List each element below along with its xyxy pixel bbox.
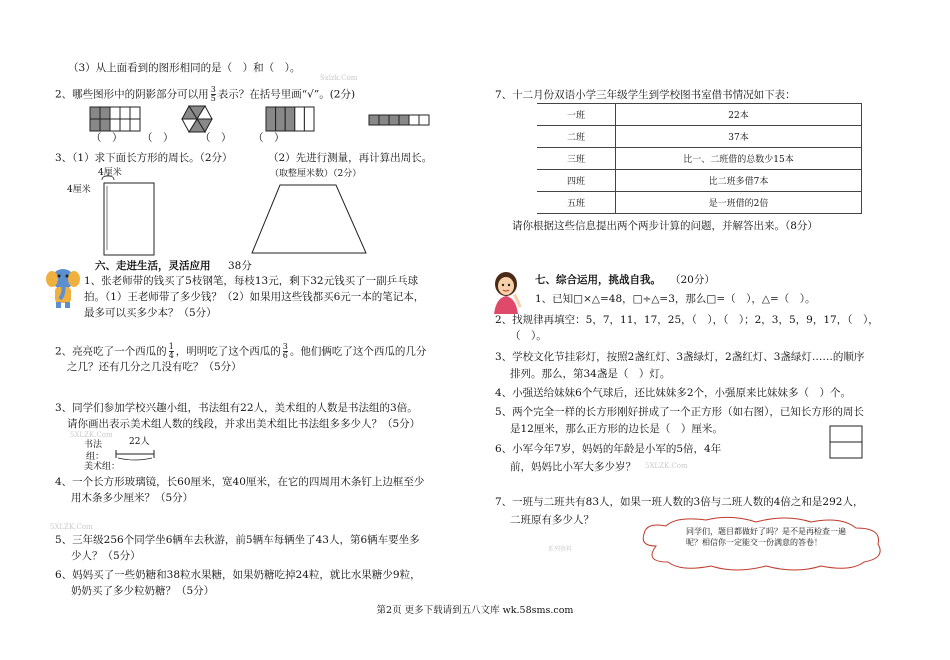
shaded-bar-figure [368, 114, 432, 126]
c7-line2: 二班原有多少人？ [510, 514, 594, 526]
section6-score: 38分 [228, 260, 252, 272]
table-cell-class: 二班 [537, 126, 616, 148]
calligraphy-segment [114, 446, 174, 462]
c5-line2: 是12厘米，那么正方形的边长是（ ）厘米。 [510, 423, 723, 435]
p2-question [55, 343, 426, 360]
table-row [537, 192, 862, 214]
answer-bracket[interactable]: （ ） [91, 132, 123, 144]
table-row [537, 148, 862, 170]
segment-count-label: 22人 [129, 437, 150, 447]
answer-bracket[interactable]: （ ） [200, 132, 232, 144]
c3-line1: 3、学校文化节挂彩灯，按照2盏红灯、3盏绿灯，2盏红灯、3盏绿灯……的顺序 [495, 351, 865, 363]
trapezoid-label: （取整厘米数）（2分） [270, 169, 362, 179]
p5-line2: 少人？（5分） [71, 550, 141, 562]
table-cell-class: 一班 [537, 104, 616, 126]
c7-line1: 7、一班与二班共有83人，如果一班人数的3倍与二班人数的4倍之和是292人， [495, 496, 864, 508]
shaded-grid-figure [89, 106, 141, 132]
trapezoid-figure [250, 183, 370, 255]
section7-score: （20分） [670, 274, 715, 286]
teacher-mascot-icon [490, 270, 526, 314]
segment-label-calligraphy-suffix: 组： [86, 452, 105, 462]
p2-pre: 2、亮亮吃了一个西瓜的 [55, 345, 167, 358]
c2-line2: （ ）。 [510, 330, 547, 342]
q3-part2: （2）先进行测量，再计算出周长。 [268, 152, 433, 164]
p1-line3: 最多可以买多少本？（5分） [84, 307, 217, 319]
p2-mid: ，明明吃了这个西瓜的 [175, 345, 281, 358]
c3-line2: 排列。那么，第34盏是（ ）灯。 [510, 368, 671, 380]
q2-post: 表示？在括号里画“√”。(2分) [217, 88, 356, 101]
c1: 1、已知□×△=48，□÷△=3，那么□=（ ），△=（ ）。 [535, 293, 816, 305]
q2-fraction [211, 86, 216, 103]
page-footer: 第2页 更多下载请到五八文库 wk.58sms.com [376, 605, 574, 616]
table-cell-class: 三班 [537, 148, 616, 170]
shaded-strips-figure [265, 106, 315, 132]
c5-line1: 5、两个完全一样的长方形刚好拼成了一个正方形（如右图），已知长方形的周长 [495, 406, 864, 418]
watermark: 系列资料 [548, 546, 573, 553]
answer-bracket[interactable]: （ ） [253, 132, 285, 144]
p4-line2: 用木条多少厘米？（5分） [71, 492, 194, 504]
books-table [537, 103, 862, 214]
p4-line1: 4、一个长方形玻璃镜，长60厘米，宽40厘米，在它的四周用木条钉上边框至少 [55, 476, 425, 488]
watermark: 5XLZK.Com [645, 462, 688, 470]
fraction-numerator: 3 [210, 85, 216, 94]
elephant-mascot-icon [46, 265, 80, 309]
c2-line1: 2、找规律再填空：5，7，11，17，25，（ ），（ ）；2，3，5，9，17，（ ）， [495, 314, 879, 326]
table-row [537, 126, 862, 148]
p1-line2: 拍。（1）王老师带了多少钱？（2）如果用这些钱都买6元一本的笔记本， [84, 291, 425, 303]
q2-question [55, 86, 355, 103]
q7-intro: 7、十二月份双语小学三年级学生到学校图书室借书情况如下表： [495, 89, 796, 101]
table-row [537, 104, 862, 126]
section7-title: 七、综合运用，挑战自我。 [535, 274, 661, 286]
rect-top-label: 4厘米 [98, 168, 122, 178]
p2-post: 。他们俩吃了这个西瓜的几分 [289, 345, 427, 358]
table-row [537, 170, 862, 192]
p2-fraction-1 [169, 343, 174, 360]
segment-label-calligraphy: 书法 [84, 440, 103, 450]
p6-line1: 6、妈妈买了一些奶糖和38粒水果糖，如果奶糖吃掉24粒，就比水果糖少9粒， [55, 569, 421, 581]
table-cell-info: 37本 [616, 126, 862, 148]
square-diagram [829, 425, 863, 459]
table-cell-info: 22本 [616, 104, 862, 126]
table-cell-info: 比二班多借7本 [616, 170, 862, 192]
segment-label-art: 美术组： [84, 462, 121, 472]
p3-line2: 请你画出表示美术组人数的线段，并求出美术组比书法组多多少人？（5分） [67, 418, 421, 430]
q3-line: （3）从上面看到的图形相同的是（ ）和（ ）。 [68, 62, 301, 74]
p1-line1: 1、张老师带的钱买了5枝钢笔，每枝13元，剩下32元钱买了一副乒乓球 [84, 275, 419, 287]
watermark: 5XLZK.Com [50, 523, 93, 531]
c4: 4、小强送给妹妹6个气球后，还比妹妹多2个，小强原来比妹妹多（ ）个。 [495, 387, 852, 399]
cloud-message: 同学们，题目都做好了吗？是不是再检查一遍呢？相信你一定能交一份满意的答卷！ [686, 527, 846, 547]
q2-pre: 2、哪些图形中的阴影部分可以用 [55, 88, 209, 101]
p5-line1: 5、三年级256个同学坐6辆车去秋游，前5辆车每辆坐了43人，第6辆车要坐多 [55, 534, 420, 546]
watermark: 5XLZK.Com [70, 431, 113, 439]
fraction-numerator: 3 [282, 342, 288, 351]
p2-line2: 之几？还有几分之几没有吃？（5分） [67, 361, 242, 373]
rect-side-label: 4厘米 [67, 185, 91, 195]
fraction-denominator: 5 [210, 94, 216, 103]
fraction-numerator: 1 [168, 342, 174, 351]
q3-part1: 3、（1）求下面长方形的周长。（2分） [55, 152, 233, 164]
p3-line1: 3、同学们参加学校兴趣小组，书法组有22人，美术组的人数是书法组的3倍。 [55, 402, 418, 414]
table-cell-class: 五班 [537, 192, 616, 214]
section6-title: 六、走进生活，灵活应用 [95, 260, 211, 272]
table-cell-class: 四班 [537, 170, 616, 192]
c6-line1: 6、小军今年7岁，妈妈的年龄是小军的5倍，4年 [495, 443, 722, 455]
table-cell-info: 比一、二班借的总数少15本 [616, 148, 862, 170]
answer-bracket[interactable]: （ ） [142, 132, 174, 144]
p2-fraction-2 [283, 343, 288, 360]
table-cell-info: 是一班借的2倍 [616, 192, 862, 214]
watermark: Sxlzk.Com [320, 74, 358, 82]
c6-line2: 前，妈妈比小军大多少岁？ [510, 461, 636, 473]
fraction-denominator: 4 [168, 351, 174, 360]
q7-ask: 请你根据这些信息提出两个两步计算的问题，并解答出来。（8分） [512, 220, 818, 232]
rectangle-figure [100, 174, 160, 259]
fraction-denominator: 6 [282, 351, 288, 360]
p6-line2: 奶奶买了多少粒奶糖？（5分） [71, 585, 215, 597]
